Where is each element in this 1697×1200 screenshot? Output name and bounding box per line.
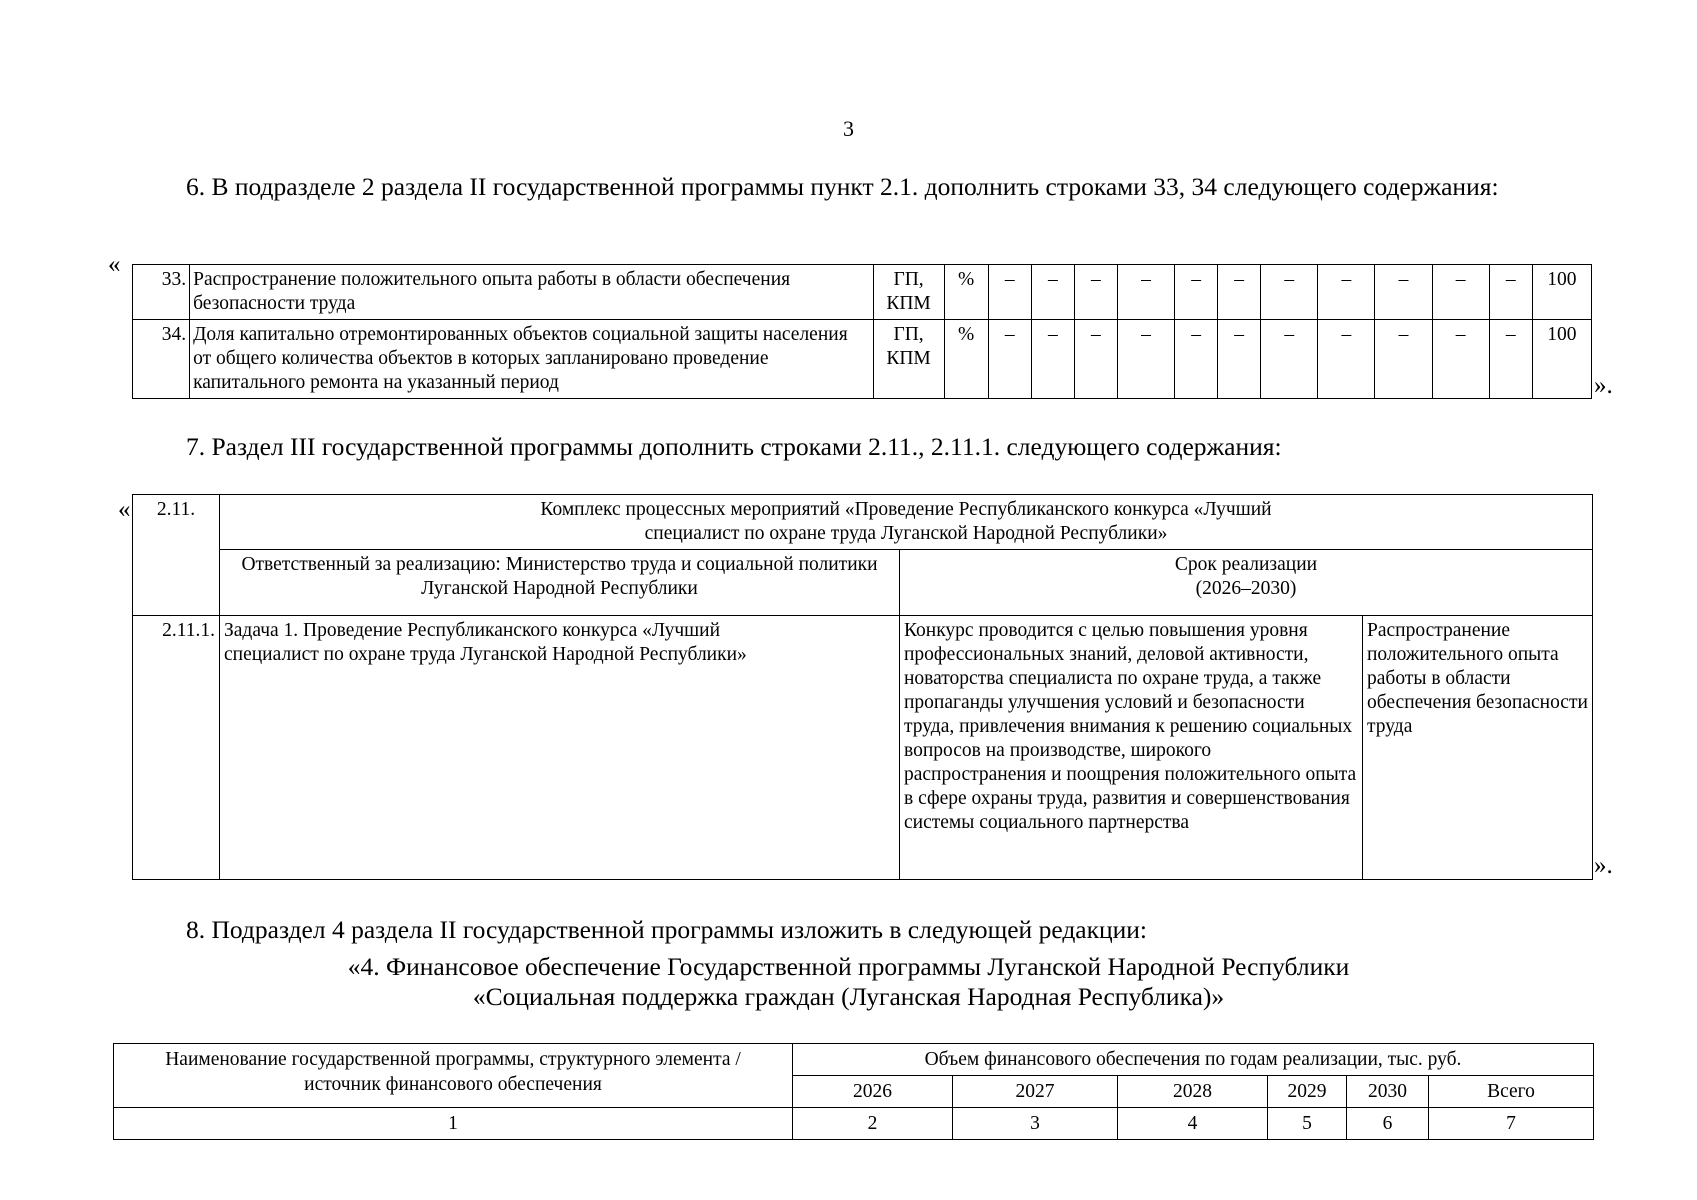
task-row	[133, 616, 1593, 880]
row-number: 34.	[133, 320, 190, 399]
dash-cell: –	[1432, 320, 1489, 399]
dash-cell: –	[1218, 320, 1261, 399]
target-value: 100	[1532, 265, 1591, 320]
responsible-row	[133, 550, 1593, 616]
indicator-level: ГП, КПМ	[873, 265, 944, 320]
column-number: 4	[1118, 1108, 1268, 1140]
item-7-open-quote: «	[118, 496, 131, 523]
year-header: 2026	[793, 1076, 953, 1108]
name-column-header: Наименование государственной программы, структурного элемента / источник финансового обеспечения	[114, 1044, 793, 1108]
dash-cell: –	[1117, 320, 1174, 399]
task-name: Задача 1. Проведение Республиканского конкурса «Лучший специалист по охране труда Луганской Народной Республики»	[220, 616, 900, 880]
measures-table	[132, 494, 1593, 880]
dash-cell: –	[1261, 320, 1318, 399]
column-numbers-row	[114, 1108, 1594, 1140]
dash-cell: –	[1031, 265, 1074, 320]
indicator-level: ГП, КПМ	[873, 320, 944, 399]
dash-cell: –	[1031, 320, 1074, 399]
year-header: 2028	[1118, 1076, 1268, 1108]
dash-cell: –	[1375, 320, 1432, 399]
financing-header-row	[114, 1044, 1594, 1076]
dash-cell: –	[988, 320, 1031, 399]
column-number: 5	[1268, 1108, 1347, 1140]
task-number: 2.11.1.	[133, 616, 220, 880]
item-6-open-quote: «	[108, 251, 121, 278]
section-heading-line-2: «Социальная поддержка граждан (Луганская Народная Республика)»	[472, 982, 1225, 1011]
column-number: 7	[1429, 1108, 1594, 1140]
item-8-text: 8. Подраздел 4 раздела II государственной программы изложить в следующей редакции:	[186, 915, 1148, 944]
column-number: 2	[793, 1108, 953, 1140]
year-header: 2029	[1268, 1076, 1347, 1108]
year-header: 2030	[1347, 1076, 1429, 1108]
indicator-row	[133, 265, 1592, 320]
term-cell	[900, 550, 1593, 616]
item-6-text: 6. В подразделе 2 раздела II государственной программы пункт 2.1. дополнить строками 33, 34 следующего содержания:	[186, 172, 1499, 201]
term-value: (2026–2030)	[1195, 578, 1297, 599]
item-7-text: 7. Раздел III государственной программы дополнить строками 2.11., 2.11.1. следующего содержания:	[186, 432, 1282, 461]
indicators-table	[132, 264, 1592, 399]
item-7-close-quote: ».	[1594, 852, 1613, 879]
indicator-row	[133, 320, 1592, 399]
dash-cell: –	[988, 265, 1031, 320]
dash-cell: –	[1117, 265, 1174, 320]
section-heading-line-1: «4. Финансовое обеспечение Государственной программы Луганской Народной Республики	[347, 952, 1350, 981]
dash-cell: –	[1432, 265, 1489, 320]
dash-cell: –	[1175, 320, 1218, 399]
target-value: 100	[1532, 320, 1591, 399]
dash-cell: –	[1074, 320, 1117, 399]
responsible-cell: Ответственный за реализацию: Министерство труда и социальной политики Луганской Народной Республики	[220, 550, 900, 616]
complex-title: Комплекс процессных мероприятий «Проведение Республиканского конкурса «Лучший специалист по охране труда Луганской Народной Республики»	[220, 495, 1593, 550]
column-number: 1	[114, 1108, 793, 1140]
dash-cell: –	[1218, 265, 1261, 320]
volume-column-header: Объем финансового обеспечения по годам реализации, тыс. руб.	[793, 1044, 1594, 1076]
dash-cell: –	[1375, 265, 1432, 320]
financing-table	[113, 1043, 1594, 1140]
dash-cell: –	[1318, 320, 1375, 399]
indicator-unit: %	[944, 320, 988, 399]
dash-cell: –	[1318, 265, 1375, 320]
dash-cell: –	[1489, 320, 1532, 399]
indicator-name: Распространение положительного опыта работы в области обеспечения безопасности труда	[190, 265, 873, 320]
section-heading	[0, 952, 1697, 1012]
total-header: Всего	[1429, 1076, 1594, 1108]
indicator-name: Доля капитально отремонтированных объектов социальной защиты населения от общего количества объектов в которых запланировано проведение капитального ремонта на указанный период	[190, 320, 873, 399]
complex-row	[133, 495, 1593, 550]
item-6-close-quote: ».	[1594, 372, 1613, 399]
task-result: Распространение положительного опыта работы в области обеспечения безопасности труда	[1363, 616, 1593, 880]
page-number: 3	[843, 116, 854, 141]
indicator-unit: %	[944, 265, 988, 320]
column-number: 3	[953, 1108, 1118, 1140]
row-number: 33.	[133, 265, 190, 320]
dash-cell: –	[1175, 265, 1218, 320]
year-header: 2027	[953, 1076, 1118, 1108]
term-label: Срок реализации	[1174, 554, 1318, 575]
dash-cell: –	[1489, 265, 1532, 320]
complex-number: 2.11.	[133, 495, 220, 616]
dash-cell: –	[1074, 265, 1117, 320]
dash-cell: –	[1261, 265, 1318, 320]
column-number: 6	[1347, 1108, 1429, 1140]
task-description: Конкурс проводится с целью повышения уровня профессиональных знаний, деловой активности, новаторства специалиста по охране труда, а также пропаганды улучшения условий и безопасности труда, привлечения внимания к решению социальных вопросов на производстве, широкого распространения и поощрения положительного опыта в сфере охраны труда, развития и совершенствования системы социального партнерства	[900, 616, 1363, 880]
